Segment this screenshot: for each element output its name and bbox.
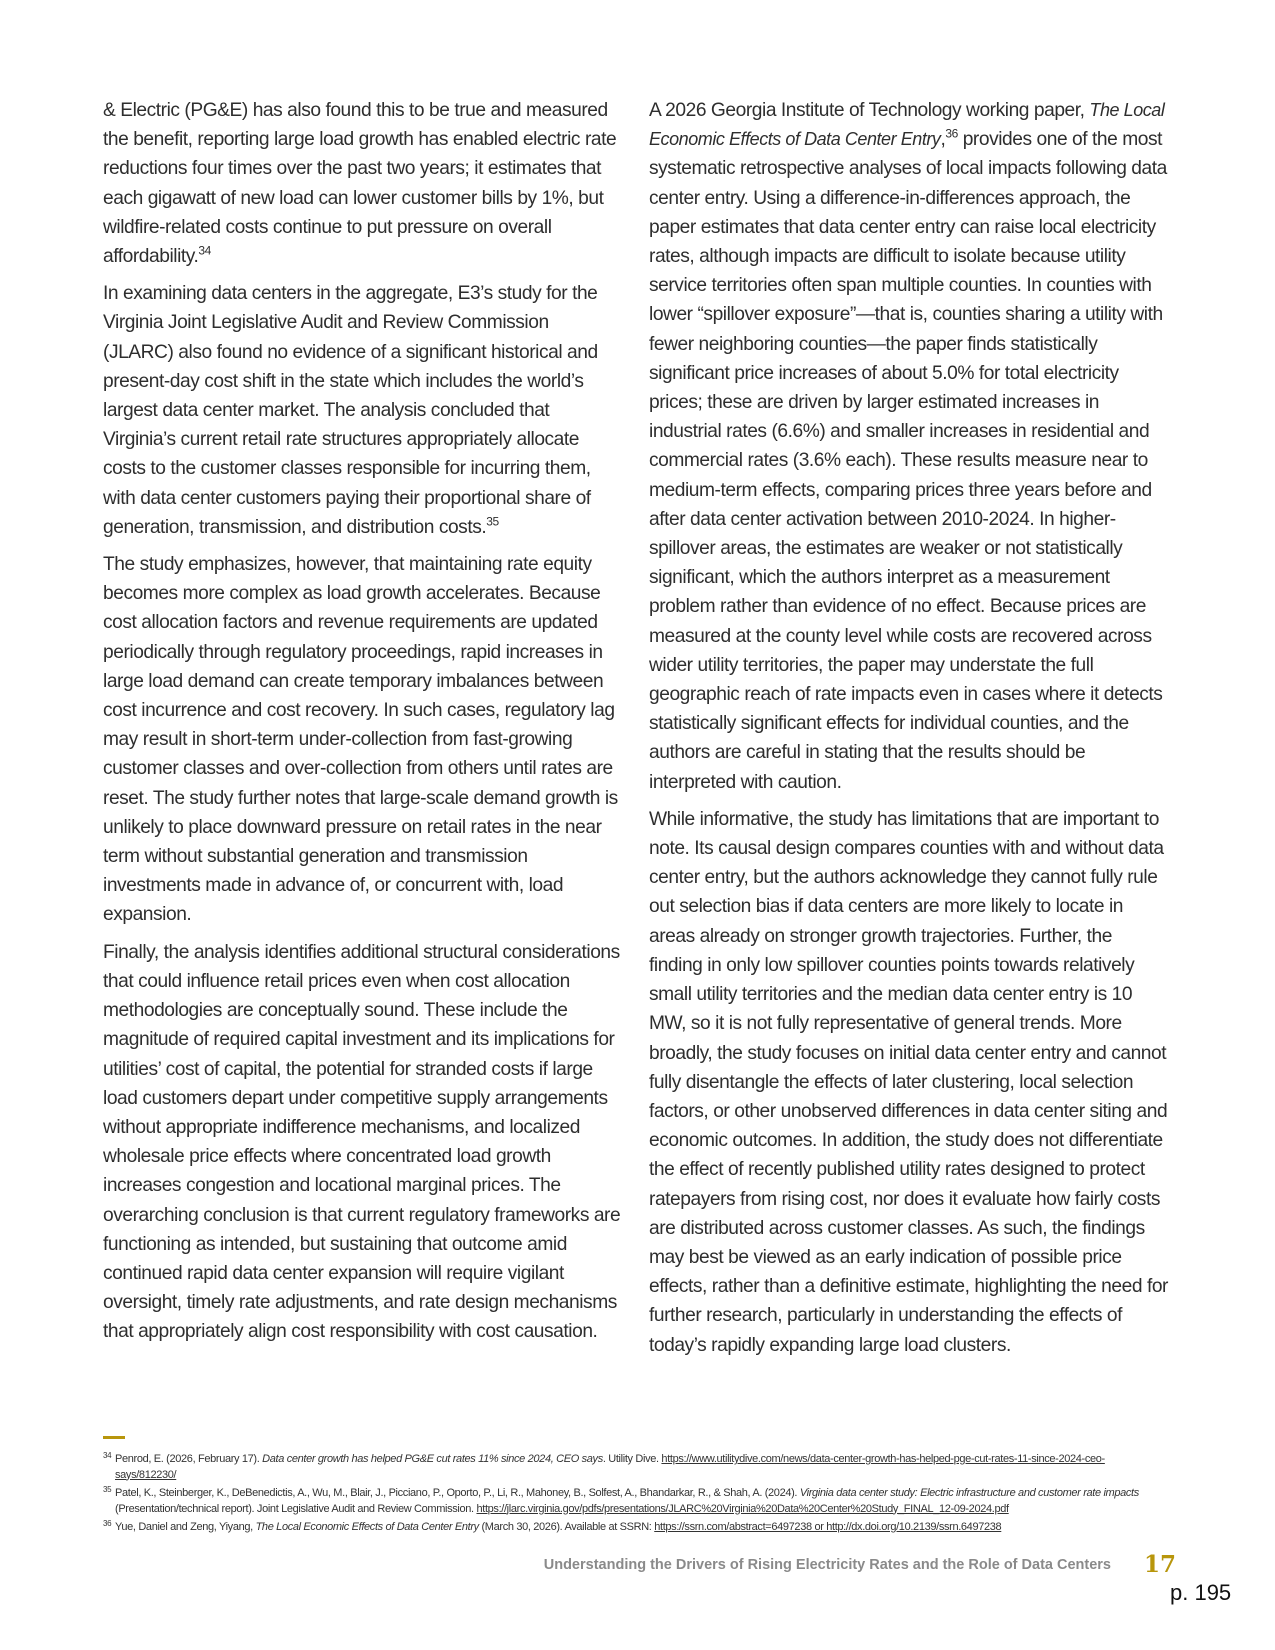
cited-paper-title: The Local Economic Effects of Data Center Entry [649, 100, 1165, 150]
footnote-ref[interactable]: 35 [486, 514, 499, 529]
footnote-link[interactable]: https://jlarc.virginia.gov/pdfs/presentations/JLARC%20Virginia%20Data%20Center%20Study_FINAL_12-09-2024.pdf [476, 1502, 1009, 1515]
footnote-link[interactable]: https://ssrn.com/abstract=6497238 or http://dx.doi.org/10.2139/ssrn.6497238 [654, 1521, 1002, 1533]
page-stamp: p. 195 [1170, 1580, 1232, 1605]
paragraph: The study emphasizes, however, that maintaining rate equity becomes more complex as load growth accelerates. Because cost allocation factors and revenue requirements are updated periodically through regulatory proceedings, rapid increases in large load demand can create temporary imbalances between cost incurrence and cost recovery. In such cases, regulatory lag may result in short-term under-collection from fast-growing customer classes and over-collection from others until rates are reset. The study further notes that large-scale demand growth is unlikely to place downward pressure on retail rates in the near term without substantial generation and transmission investments made in advance of, or concurrent with, load expansion. [103, 554, 618, 926]
right-column [649, 96, 1169, 1368]
footnote-link[interactable]: https://www.utilitydive.com/news/data-center-growth-has-helped-pge-cut-rates-11-since-2024-ceo-says/812230/ [115, 1453, 1105, 1481]
left-column [103, 96, 623, 1355]
footnote-divider [103, 1436, 125, 1439]
footnote-ref[interactable]: 34 [198, 243, 211, 258]
footer-title: Understanding the Drivers of Rising Electricity Rates and the Role of Data Centers [543, 1557, 1111, 1573]
footnote: 36 Yue, Daniel and Zeng, Yiyang, The Local Economic Effects of Data Center Entry (March 30, 2026). Available at SSRN: https://ssrn.com/abstract=6497238 or http://dx.doi.org/10.2139/ssrn.6497238 [103, 1519, 1002, 1533]
page-number: 17 [1144, 1551, 1177, 1578]
paragraph: A 2026 Georgia Institute of Technology working paper, The Local Economic Effects of Data Center Entry,$^{36}$ provides one of the most systematic retrospective analyses of local impacts following data center entry. Using a difference-in-differences approach, the paper estimates that data center entry can raise local electricity rates, although impacts are difficult to isolate because utility service territories often span multiple counties. In counties with lower “spillover exposure”—that is, counties sharing a utility with fewer neighboring counties—the paper finds statistically significant price increases of about 5.0% for total electricity prices; these are driven by larger estimated increases in industrial rates (6.6%) and smaller increases in residential and commercial rates (3.6% each). These results measure near to medium-term effects, comparing prices three years before and after data center activation between 2010-2024. In higher-spillover areas, the estimates are weaker or not statistically significant, which the authors interpret as a measurement problem rather than evidence of no effect. Because prices are measured at the county level while costs are recovered across wider utility territories, the paper may understate the full geographic reach of rate impacts even in cases where it detects statistically significant effects for individual counties, and the authors are careful in stating that the results should be interpreted with caution. [649, 100, 1167, 793]
paragraph: In examining data centers in the aggregate, E3’s study for the Virginia Joint Legislative Audit and Review Commission (JLARC) also found no evidence of a significant historical and present-day cost shift in the state which includes the world’s largest data center market. The analysis concluded that Virginia’s current retail rate structures appropriately allocate costs to the customer classes responsible for incurring them, with data center customers paying their proportional share of generation, transmission, and distribution costs.$^{35}$ [103, 283, 598, 538]
paragraph: & Electric (PG&E) has also found this to be true and measured the benefit, reporting large load growth has enabled electric rate reductions four times over the past two years; it estimates that each gigawatt of new load can lower customer bills by 1%, but wildfire-related costs continue to put pressure on overall affordability.$^{34}$ [103, 100, 617, 268]
footnote: 34 Penrod, E. (2026, February 17). Data center growth has helped PG&E cut rates 11% since 2024, CEO says. Utility Dive. https://www.utilitydive.com/news/data-center-growth-has-helped-pge-cut-rates-11-since-2024-ceo-says/812230/ [103, 1451, 1105, 1481]
paragraph: While informative, the study has limitations that are important to note. Its causal design compares counties with and without data center entry, but the authors acknowledge they cannot fully rule out selection bias if data centers are more likely to locate in areas already on stronger growth trajectories. Further, the finding in only low spillover counties points towards relatively small utility territories and the median data center entry is 10 MW, so it is not fully representative of general trends. More broadly, the study focuses on initial data center entry and cannot fully disentangle the effects of later clustering, local selection factors, or other unobserved differences in data center siting and economic outcomes. In addition, the study does not differentiate the effect of recently published utility rates designed to protect ratepayers from rising cost, nor does it evaluate how fairly costs are distributed across customer classes. As such, the findings may best be viewed as an early indication of possible price effects, rather than a definitive estimate, highlighting the need for further research, particularly in understanding the effects of today’s rapidly expanding large load clusters. [649, 808, 1168, 1356]
footnote-ref[interactable]: 36 [945, 126, 958, 141]
footnote: 35 Patel, K., Steinberger, K., DeBenedictis, A., Wu, M., Blair, J., Picciano, P., Oporto, P., Li, R., Mahoney, B., Solfest, A., Bhandarkar, R., & Shah, A. (2024). Virginia data center study: Electric infrastructure and customer rate impacts (Presentation/technical report). Joint Legislative Audit and Review Commission. https://jlarc.virginia.gov/pdfs/presentations/JLARC%20Virginia%20Data%20Center%20Study_FINAL_12-09-2024.pdf [103, 1485, 1139, 1515]
footnotes [103, 1452, 1158, 1539]
paragraph: Finally, the analysis identifies additional structural considerations that could influence retail prices even when cost allocation methodologies are conceptually sound. These include the magnitude of required capital investment and its implications for utilities’ cost of capital, the potential for stranded costs if large load customers depart under competitive supply arrangements without appropriate indifference mechanisms, and localized wholesale price effects where concentrated load growth increases congestion and locational marginal prices. The overarching conclusion is that current regulatory frameworks are functioning as intended, but sustaining that outcome amid continued rapid data center expansion will require vigilant oversight, timely rate adjustments, and rate design mechanisms that appropriately align cost responsibility with cost causation. [103, 941, 621, 1343]
